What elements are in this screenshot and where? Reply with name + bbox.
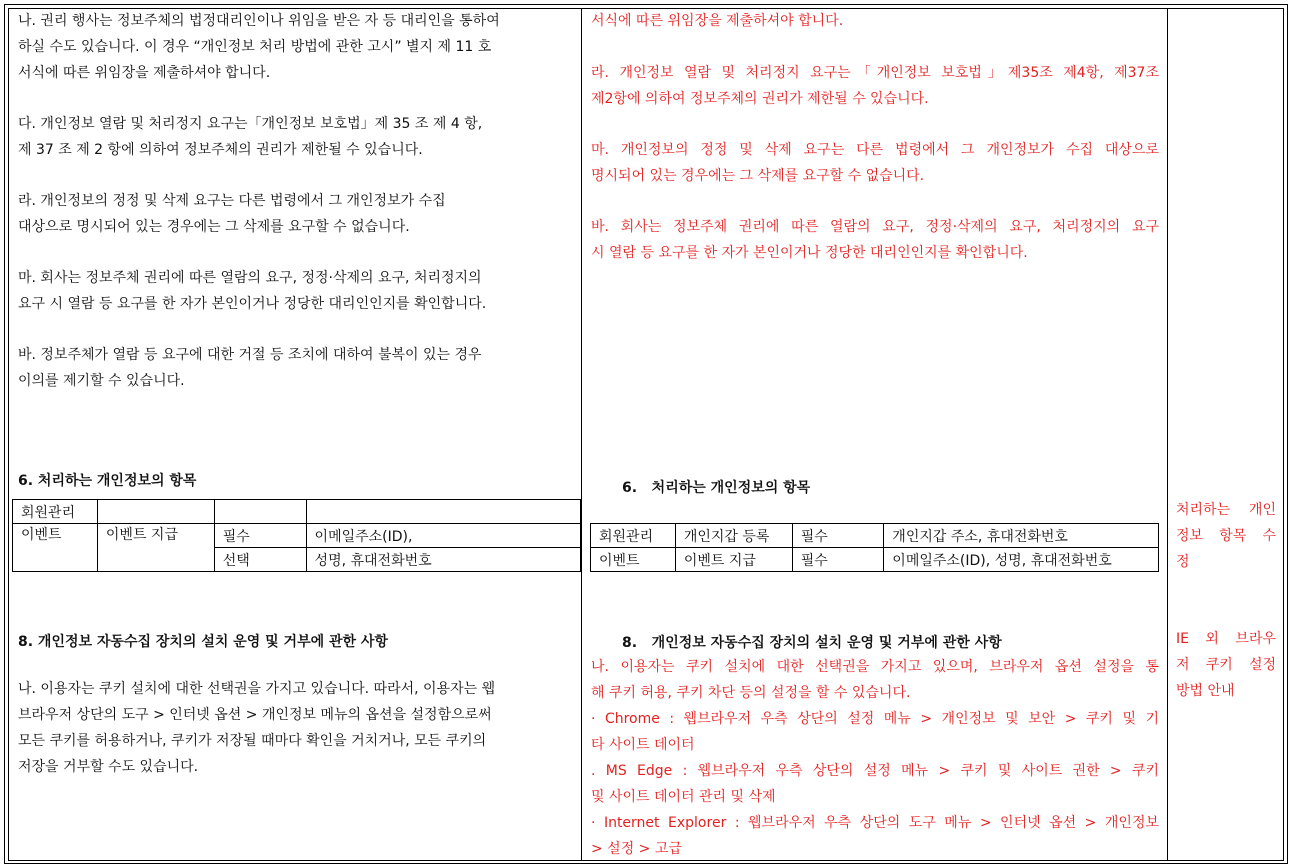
text-line: 정보 항목 수 bbox=[1176, 528, 1276, 544]
text-line: 바. 회사는 정보주체 권리에 따른 열람의 요구, 정정·삭제의 요구, 처리정지의 요구 bbox=[591, 219, 1159, 235]
table-cell: 필수 bbox=[214, 524, 306, 548]
text-line: . MS Edge : 웹브라우저 우측 상단의 설정 메뉴 > 쿠키 및 사이트 권한 > 쿠키 bbox=[591, 763, 1159, 779]
text-line: 대상으로 명시되어 있는 경우에는 그 삭제를 요구할 수 없습니다. bbox=[18, 219, 410, 235]
table-cell: 이벤트 bbox=[591, 548, 676, 572]
middle-paragraph-ra bbox=[591, 60, 1159, 112]
left-section8-body bbox=[18, 676, 495, 780]
text-line: 저 쿠키 설정 bbox=[1176, 657, 1276, 673]
left-items-table bbox=[12, 499, 581, 572]
left-paragraph-na bbox=[18, 8, 500, 86]
text-line: 제2항에 의하여 정보주체의 권리가 제한될 수 있습니다. bbox=[591, 91, 929, 107]
text-line: · Chrome : 웹브라우저 우측 상단의 설정 메뉴 > 개인정보 및 보안 > 쿠키 및 기 bbox=[591, 711, 1159, 727]
text-line: 바. 정보주체가 열람 등 요구에 대한 거절 등 조치에 대하여 불복이 있는 경우 bbox=[18, 347, 482, 363]
table-cell: 회원관리 bbox=[591, 524, 676, 548]
text-line: IE 외 브라우 bbox=[1176, 631, 1276, 647]
text-line: 나. 권리 행사는 정보주체의 법정대리인이나 위임을 받은 자 등 대리인을 통하여 bbox=[18, 13, 500, 29]
text-line: · Internet Explorer : 웹브라우저 우측 상단의 도구 메뉴 > 인터넷 옵션 > 개인정보 bbox=[591, 815, 1159, 831]
text-line: 나. 이용자는 쿠키 설치에 대한 선택권을 가지고 있습니다. 따라서, 이용자는 웹 bbox=[18, 681, 496, 697]
remark-section6 bbox=[1176, 497, 1276, 575]
table-cell: 이벤트 지급 bbox=[675, 548, 792, 572]
text-line: 서식에 따른 위임장을 제출하셔야 합니다. bbox=[18, 65, 271, 81]
text-line: 라. 개인정보의 정정 및 삭제 요구는 다른 법령에서 그 개인정보가 수집 bbox=[18, 193, 446, 209]
table-row bbox=[591, 524, 1159, 548]
remark-section8 bbox=[1176, 626, 1276, 704]
text-line: 방법 안내 bbox=[1176, 683, 1235, 699]
left-paragraph-ra bbox=[18, 188, 446, 240]
text-line: 시 열람 등 요구를 한 자가 본인이거나 정당한 대리인인지를 확인합니다. bbox=[591, 245, 1028, 261]
text-line: 하실 수도 있습니다. 이 경우 “개인정보 처리 방법에 관한 고시” 별지 제 11 호 bbox=[18, 39, 492, 55]
text-line: 및 사이트 데이터 관리 및 삭제 bbox=[591, 789, 776, 805]
left-paragraph-ba bbox=[18, 342, 482, 394]
text-line: 마. 개인정보의 정정 및 삭제 요구는 다른 법령에서 그 개인정보가 수집 대상으로 bbox=[591, 142, 1159, 158]
table-cell bbox=[306, 500, 580, 524]
text-line: 타 사이트 데이터 bbox=[591, 737, 695, 753]
text-line: 마. 회사는 정보주체 권리에 따른 열람의 요구, 정정·삭제의 요구, 처리정지의 bbox=[18, 270, 482, 286]
text-line: 해 쿠키 허용, 쿠키 차단 등의 설정을 할 수 있습니다. bbox=[591, 685, 911, 701]
table-cell: 이벤트 지급 bbox=[97, 524, 214, 572]
text-line: 나. 이용자는 쿠키 설치에 대한 선택권을 가지고 있으며, 브라우저 옵션 설정을 통 bbox=[591, 659, 1159, 675]
table-cell: 필수 bbox=[792, 548, 884, 572]
text-line: > 설정 > 고급 bbox=[591, 841, 682, 857]
table-cell bbox=[214, 500, 306, 524]
text-line: 제 37 조 제 2 항에 의하여 정보주체의 권리가 제한될 수 있습니다. bbox=[18, 142, 423, 158]
left-paragraph-ma bbox=[18, 265, 486, 317]
text-line: 저장을 거부할 수도 있습니다. bbox=[18, 759, 199, 775]
table-row bbox=[591, 548, 1159, 572]
table-cell: 개인지갑 등록 bbox=[675, 524, 792, 548]
table-cell: 회원관리 bbox=[13, 500, 98, 524]
table-cell: 성명, 휴대전화번호 bbox=[306, 548, 580, 572]
table-cell: 이벤트 bbox=[13, 524, 98, 572]
left-section8-title: 8. 개인정보 자동수집 장치의 설치 운영 및 거부에 관한 사항 bbox=[18, 634, 388, 650]
table-cell: 필수 bbox=[792, 524, 884, 548]
text-line: 처리하는 개인 bbox=[1176, 502, 1276, 518]
table-row bbox=[13, 500, 581, 524]
column-divider-right bbox=[1167, 8, 1168, 861]
table-cell: 이메일주소(ID), 성명, 휴대전화번호 bbox=[884, 548, 1159, 572]
left-section6-title: 6. 처리하는 개인정보의 항목 bbox=[18, 473, 197, 489]
text-line: 모든 쿠키를 허용하거나, 쿠키가 저장될 때마다 확인을 거치거나, 모든 쿠키의 bbox=[18, 733, 487, 749]
text-line: 명시되어 있는 경우에는 그 삭제를 요구할 수 없습니다. bbox=[591, 168, 925, 184]
text-line: 서식에 따른 위임장을 제출하셔야 합니다. bbox=[591, 13, 844, 29]
table-cell: 선택 bbox=[214, 548, 306, 572]
middle-items-table bbox=[590, 523, 1159, 572]
text-line: 요구 시 열람 등 요구를 한 자가 본인이거나 정당한 대리인인지를 확인합니다. bbox=[18, 296, 487, 312]
table-cell: 이메일주소(ID), bbox=[306, 524, 580, 548]
text-line: 정 bbox=[1176, 554, 1190, 570]
table-cell: 개인지갑 주소, 휴대전화번호 bbox=[884, 524, 1159, 548]
middle-section6-title: 6. 처리하는 개인정보의 항목 bbox=[622, 480, 811, 496]
column-divider-left bbox=[581, 8, 582, 861]
middle-paragraph-ma bbox=[591, 137, 1159, 189]
table-cell bbox=[97, 500, 214, 524]
text-line: 브라우저 상단의 도구 > 인터넷 옵션 > 개인정보 메뉴의 옵션을 설정함으로써 bbox=[18, 707, 492, 723]
middle-section8-title: 8. 개인정보 자동수집 장치의 설치 운영 및 거부에 관한 사항 bbox=[622, 635, 1002, 651]
table-row bbox=[13, 524, 581, 548]
middle-paragraph-ba bbox=[591, 214, 1159, 266]
middle-paragraph-continued bbox=[591, 8, 843, 34]
text-line: 라. 개인정보 열람 및 처리정지 요구는「개인정보 보호법」제35조 제4항, 제37조 bbox=[591, 65, 1159, 81]
left-paragraph-da bbox=[18, 111, 482, 163]
text-line: 다. 개인정보 열람 및 처리정지 요구는「개인정보 보호법」제 35 조 제 4 항, bbox=[18, 116, 483, 132]
text-line: 이의를 제기할 수 있습니다. bbox=[18, 373, 185, 389]
middle-section8-body bbox=[591, 654, 1159, 862]
